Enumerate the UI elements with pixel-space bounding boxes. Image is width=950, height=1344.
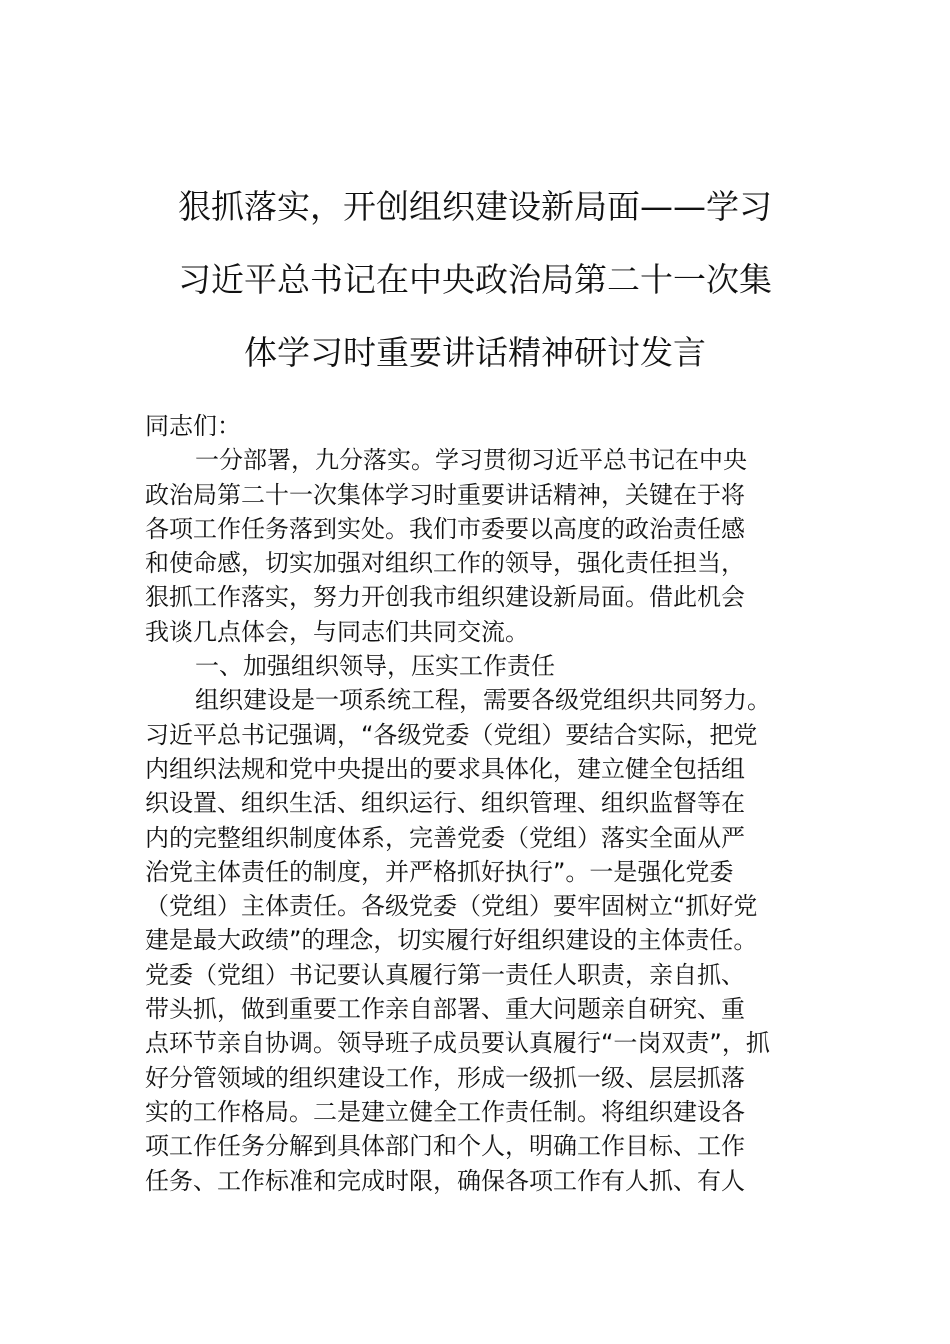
salutation: 同志们： [145, 412, 241, 440]
paragraph-line: 我谈几点体会，与同志们共同交流。 [145, 617, 529, 646]
paragraph-line: 各项工作任务落到实处。我们市委要以高度的政治责任感 [145, 514, 745, 543]
title-line: 体学习时重要讲话精神研讨发言 [244, 333, 706, 372]
paragraph-line: 点环节亲自协调。领导班子成员要认真履行“一岗双责”，抓 [145, 1029, 770, 1058]
paragraph-line: 项工作任务分解到具体部门和个人，明确工作目标、工作 [145, 1132, 745, 1161]
paragraph-line: 带头抓，做到重要工作亲自部署、重大问题亲自研究、重 [145, 995, 745, 1024]
paragraph-line: 建是最大政绩”的理念，切实履行好组织建设的主体责任。 [145, 926, 758, 955]
title-line: 狠抓落实，开创组织建设新局面——学习 [178, 187, 772, 226]
title-line: 习近平总书记在中央政治局第二十一次集 [178, 260, 772, 299]
paragraph-line: 党委（党组）书记要认真履行第一责任人职责，亲自抓、 [145, 960, 745, 989]
paragraph-line: 治党主体责任的制度，并严格抓好执行”。一是强化党委 [145, 857, 734, 886]
paragraph-line: 习近平总书记强调，“各级党委（党组）要结合实际，把党 [145, 720, 758, 749]
section-heading-text: 一、加强组织领导，压实工作责任 [195, 652, 555, 681]
paragraph-line: 内组织法规和党中央提出的要求具体化，建立健全包括组 [145, 754, 745, 783]
paragraph-line: 好分管领域的组织建设工作，形成一级抓一级、层层抓落 [145, 1063, 745, 1092]
paragraph-line: 织设置、组织生活、组织运行、组织管理、组织监督等在 [145, 789, 745, 818]
section-heading [145, 649, 815, 683]
paragraph-section-one [145, 683, 815, 1197]
paragraph-line: 组织建设是一项系统工程，需要各级党组织共同努力。 [195, 686, 771, 715]
paragraph-line: （党组）主体责任。各级党委（党组）要牢固树立“抓好党 [145, 892, 758, 921]
paragraph-line: 和使命感，切实加强对组织工作的领导，强化责任担当， [145, 549, 745, 578]
paragraph-line: 一分部署，九分落实。学习贯彻习近平总书记在中央 [195, 446, 747, 475]
paragraph-line: 实的工作格局。二是建立健全工作责任制。将组织建设各 [145, 1097, 745, 1126]
paragraph-line: 政治局第二十一次集体学习时重要讲话精神，关键在于将 [145, 480, 745, 509]
paragraph-line: 任务、工作标准和完成时限，确保各项工作有人抓、有人 [145, 1166, 745, 1195]
document-title [150, 170, 800, 389]
paragraph-line: 狠抓工作落实，努力开创我市组织建设新局面。借此机会 [145, 583, 745, 612]
document-body [145, 409, 815, 1198]
paragraph-intro [145, 443, 815, 649]
paragraph-line: 内的完整组织制度体系，完善党委（党组）落实全面从严 [145, 823, 745, 852]
